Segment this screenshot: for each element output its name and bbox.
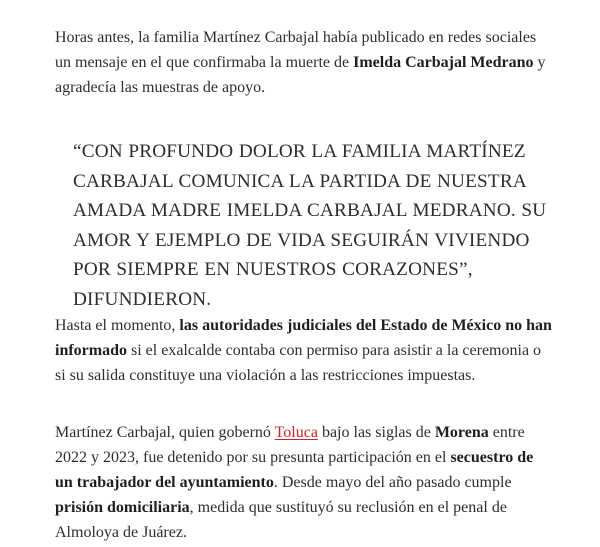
paragraph-authorities [55, 313, 555, 388]
paragraph-text: bajo las siglas de [317, 424, 435, 441]
bold-name-imelda: Imelda Carbajal Medrano [353, 54, 534, 71]
paragraph-text: y agradecía las muestras de apoyo. [55, 54, 546, 96]
paragraph-text: . Desde mayo del año pasado cumple [273, 474, 512, 491]
toluca-link[interactable]: Toluca [274, 424, 318, 441]
paragraph-text: Hasta el momento, [55, 317, 180, 334]
bold-house-arrest: prisión domiciliaria [55, 499, 190, 516]
bold-kidnapping: secuestro de un trabajador del ayuntamiento [55, 449, 534, 491]
paragraph-text: entre 2022 y 2023, fue detenido por su presunta participación en el [55, 424, 525, 466]
pull-quote: “CON PROFUNDO DOLOR LA FAMILIA MARTÍNEZ CARBAJAL COMUNICA LA PARTIDA DE NUESTRA AMADA MADRE IMELDA CARBAJAL MEDRANO. SU AMOR Y EJEMPLO DE VIDA SEGUIRÁN VIVIENDO POR SIEMPRE EN NUESTROS CORAZONES”, DIFUNDIERON. [73, 141, 547, 310]
paragraph-background [55, 420, 555, 545]
bold-morena: Morena [434, 424, 489, 441]
paragraph-text: si el exalcalde contaba con permiso para asistir a la ceremonia o si su salida constituye una violación a las restricciones impuestas. [55, 342, 542, 384]
bold-authorities: las autoridades judiciales del Estado de México no han informado [55, 317, 552, 359]
paragraph-family-message [55, 25, 555, 100]
paragraph-text: Martínez Carbajal, quien gobernó [55, 424, 275, 441]
paragraph-text: Horas antes, la familia Martínez Carbajal había publicado en redes sociales un mensaje en el que confirmaba la muerte de [55, 29, 537, 71]
paragraph-text: , medida que sustituyó su reclusión en el penal de Almoloya de Juárez. [55, 499, 507, 541]
